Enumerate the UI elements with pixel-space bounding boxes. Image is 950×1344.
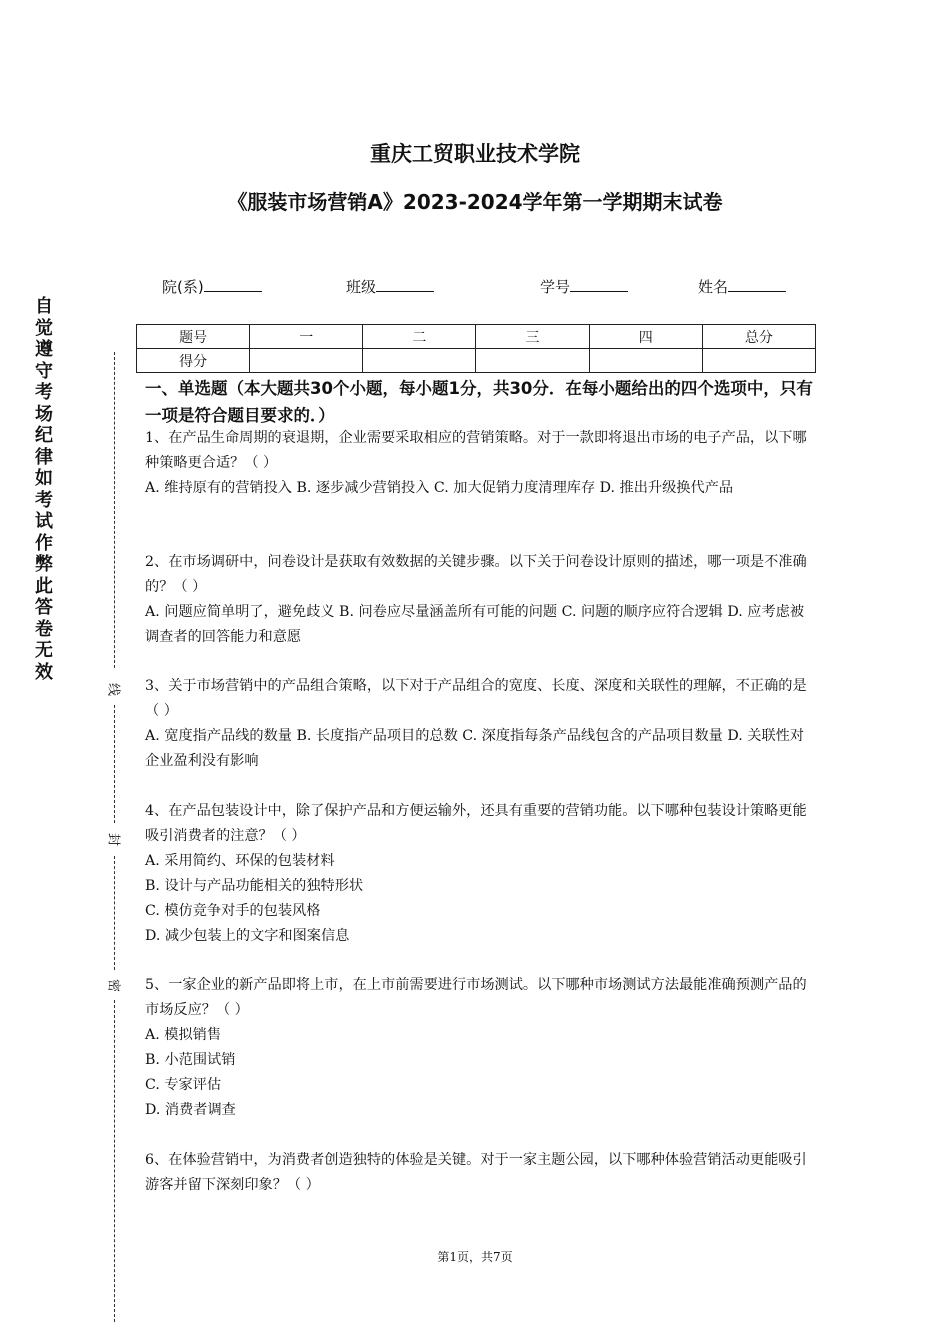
binding-dense-char: 密 (105, 978, 121, 992)
score-table-score-row (137, 349, 816, 373)
question-option: B. 设计与产品功能相关的独特形状 (145, 878, 364, 894)
question-3 (145, 674, 815, 774)
question-option: C. 专家评估 (145, 1077, 222, 1093)
question-6 (145, 1148, 815, 1198)
question-stem: 6、在体验营销中，为消费者创造独特的体验是关键。对于一家主题公园，以下哪种体验营销活动更能吸引游客并留下深刻印象？（ ） (145, 1152, 807, 1193)
score-cell-blank (250, 349, 363, 373)
department-blank (204, 277, 262, 292)
score-row-label: 得分 (137, 349, 250, 373)
name-blank (728, 277, 786, 292)
question-option: A. 模拟销售 (145, 1027, 222, 1043)
class-field (346, 276, 434, 297)
score-cell-blank (476, 349, 589, 373)
binding-line-char: 线 (105, 682, 121, 696)
class-label: 班级 (346, 278, 377, 296)
class-blank (376, 277, 434, 292)
name-label: 姓名 (698, 278, 729, 296)
name-field (698, 276, 786, 297)
question-5 (145, 973, 815, 1123)
question-4 (145, 799, 815, 949)
score-cell-blank (702, 349, 815, 373)
question-stem: 1、在产品生命周期的衰退期，企业需要采取相应的营销策略。对于一款即将退出市场的电子产品，以下哪种策略更合适？（ ） (145, 430, 807, 471)
binding-dashed-line (114, 352, 115, 668)
binding-seal-char: 封 (105, 832, 121, 846)
question-option: D. 减少包装上的文字和图案信息 (145, 928, 350, 944)
section-1-title: 一、单选题（本大题共30个小题，每小题1分，共30分．在每小题给出的四个选项中，只有一项是符合题目要求的．） (145, 379, 813, 425)
score-cell-blank (589, 349, 702, 373)
question-option: C. 模仿竞争对手的包装风格 (145, 903, 321, 919)
binding-dashed-line (114, 705, 115, 823)
student-id-blank (570, 277, 628, 292)
question-1 (145, 426, 815, 501)
binding-dashed-line (114, 856, 115, 970)
question-option: D. 消费者调查 (145, 1102, 236, 1118)
student-id-label: 学号 (540, 278, 571, 296)
score-table (136, 324, 816, 373)
score-cell-header: 总分 (702, 325, 815, 349)
department-label: 院(系) (162, 278, 204, 296)
question-options: A. 问题应简单明了，避免歧义 B. 问卷应尽量涵盖所有可能的问题 C. 问题的顺序应符合逻辑 D. 应考虑被调查者的回答能力和意愿 (145, 604, 805, 645)
question-stem: 3、关于市场营销中的产品组合策略，以下对于产品组合的宽度、长度、深度和关联性的理解，不正确的是（ ） (145, 678, 807, 719)
score-table-header-row (137, 325, 816, 349)
question-options: A. 宽度指产品线的数量 B. 长度指产品项目的总数 C. 深度指每条产品线包含的产品项目数量 D. 关联性对企业盈利没有影响 (145, 728, 805, 769)
score-cell-header: 三 (476, 325, 589, 349)
question-2 (145, 550, 815, 650)
question-option: A. 采用简约、环保的包装材料 (145, 853, 335, 869)
binding-notice: 自觉遵守考场纪律如考试作弊此答卷无效 (35, 296, 53, 683)
score-cell-header: 题号 (137, 325, 250, 349)
question-options: A. 维持原有的营销投入 B. 逐步减少营销投入 C. 加大促销力度清理库存 D. 推出升级换代产品 (145, 480, 734, 496)
score-cell-header: 四 (589, 325, 702, 349)
question-stem: 4、在产品包装设计中，除了保护产品和方便运输外，还具有重要的营销功能。以下哪种包装设计策略更能吸引消费者的注意？（ ） (145, 803, 807, 844)
school-title: 重庆工贸职业技术学院 (370, 142, 580, 166)
score-cell-header: 二 (363, 325, 476, 349)
score-cell-blank (363, 349, 476, 373)
question-stem: 5、一家企业的新产品即将上市，在上市前需要进行市场测试。以下哪种市场测试方法最能准确预测产品的市场反应？（ ） (145, 977, 807, 1018)
binding-dashed-line (114, 1000, 115, 1322)
question-option: B. 小范围试销 (145, 1052, 236, 1068)
page-footer: 第1页，共7页 (437, 1250, 513, 1264)
department-field (162, 276, 262, 297)
score-cell-header: 一 (250, 325, 363, 349)
exam-title: 《服装市场营销A》2023-2024学年第一学期期末试卷 (227, 190, 723, 214)
student-id-field (540, 276, 628, 297)
question-stem: 2、在市场调研中，问卷设计是获取有效数据的关键步骤。以下关于问卷设计原则的描述，哪一项是不准确的？（ ） (145, 554, 807, 595)
